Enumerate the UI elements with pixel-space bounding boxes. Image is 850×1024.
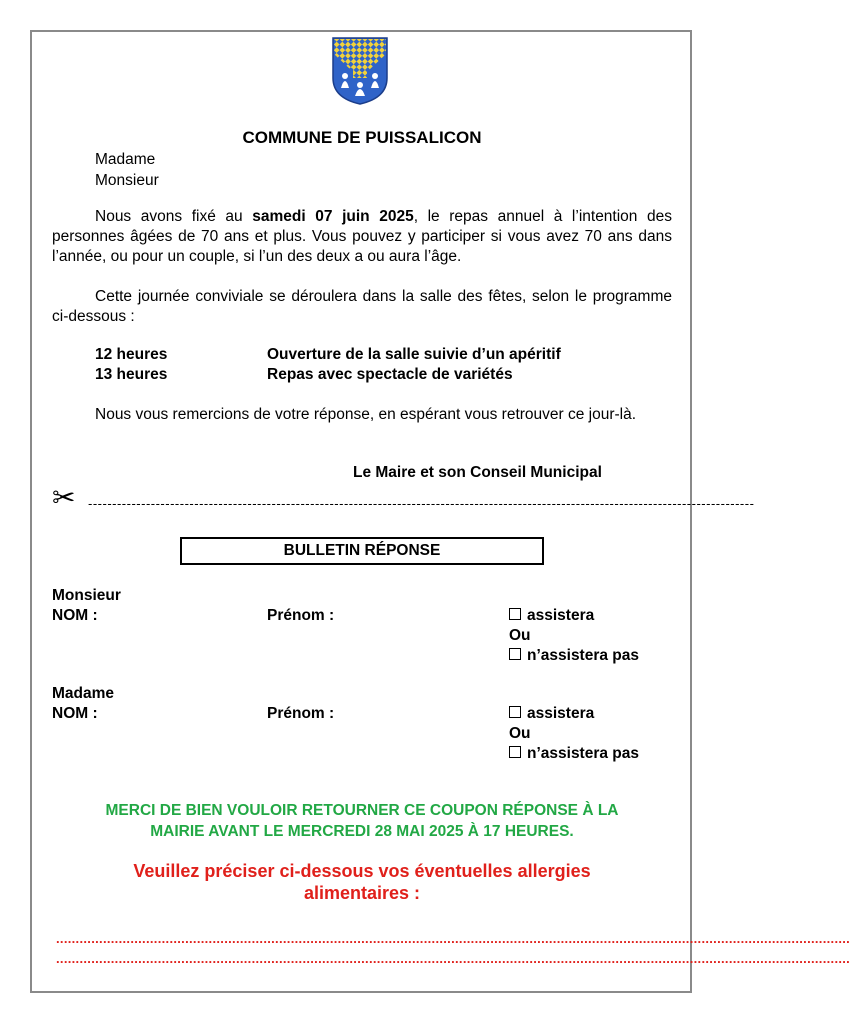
monsieur-option-attend[interactable]: assistera <box>509 606 594 626</box>
allergy-prompt-line-1: Veuillez préciser ci-dessous vos éventuelles allergies <box>133 861 591 881</box>
checkbox-decline[interactable] <box>509 648 521 660</box>
checkbox-decline[interactable] <box>509 746 521 758</box>
signature: Le Maire et son Conseil Municipal <box>353 464 602 481</box>
madame-option-attend[interactable]: assistera <box>509 704 594 724</box>
madame-option-decline[interactable]: n’assistera pas <box>509 744 639 764</box>
madame-or: Ou <box>509 725 531 742</box>
schedule-time-2: 13 heures <box>95 366 168 383</box>
coat-of-arms-icon <box>331 36 389 106</box>
paragraph-program: Cette journée conviviale se déroulera dans la salle des fêtes, selon le programme ci-dessous : <box>52 288 672 325</box>
monsieur-nom-label: NOM : <box>52 607 98 624</box>
return-notice-line-1: MERCI DE BIEN VOULOIR RETOURNER CE COUPON RÉPONSE À LA <box>105 802 619 819</box>
madame-label: Madame <box>52 685 115 702</box>
cut-line: ------------------------------------------------------------------------------------------------------------------------------------------ <box>88 496 755 511</box>
monsieur-or: Ou <box>509 627 531 644</box>
commune-title: COMMUNE DE PUISSALICON <box>242 128 482 147</box>
bulletin-title: BULLETIN RÉPONSE <box>180 537 544 565</box>
monsieur-option-decline[interactable]: n’assistera pas <box>509 646 639 666</box>
allergy-entry-line-2[interactable]: ........................................................................................................................................................................................................... <box>56 951 850 966</box>
checkbox-attend[interactable] <box>509 608 521 620</box>
madame-nom-label: NOM : <box>52 705 98 722</box>
salutation-monsieur: Monsieur <box>95 172 159 189</box>
monsieur-prenom-label: Prénom : <box>267 607 335 624</box>
schedule-event-2: Repas avec spectacle de variétés <box>267 366 513 383</box>
allergy-entry-line-1[interactable]: ........................................................................................................................................................................................................... <box>56 931 850 946</box>
madame-prenom-label: Prénom : <box>267 705 335 722</box>
return-notice-line-2: MAIRIE AVANT LE MERCREDI 28 MAI 2025 À 17 HEURES. <box>150 823 574 840</box>
paragraph-invitation: Nous avons fixé au samedi 07 juin 2025, le repas annuel à l’intention des personnes âgées de 70 ans et plus. Vous pouvez y participer si vous avez 70 ans dans l’année, ou pour un couple, si l’un des deux a ou aura l’âge. <box>52 208 672 265</box>
schedule-event-1: Ouverture de la salle suivie d’un apéritif <box>267 346 561 363</box>
paragraph-thanks: Nous vous remercions de votre réponse, en espérant vous retrouver ce jour-là. <box>95 406 637 423</box>
scissors-icon: ✂ <box>52 482 76 513</box>
salutation-madame: Madame <box>95 151 156 168</box>
monsieur-label: Monsieur <box>52 587 121 604</box>
schedule-time-1: 12 heures <box>95 346 168 363</box>
allergy-prompt-line-2: alimentaires : <box>303 883 421 903</box>
checkbox-attend[interactable] <box>509 706 521 718</box>
event-date: samedi 07 juin 2025 <box>252 208 414 225</box>
